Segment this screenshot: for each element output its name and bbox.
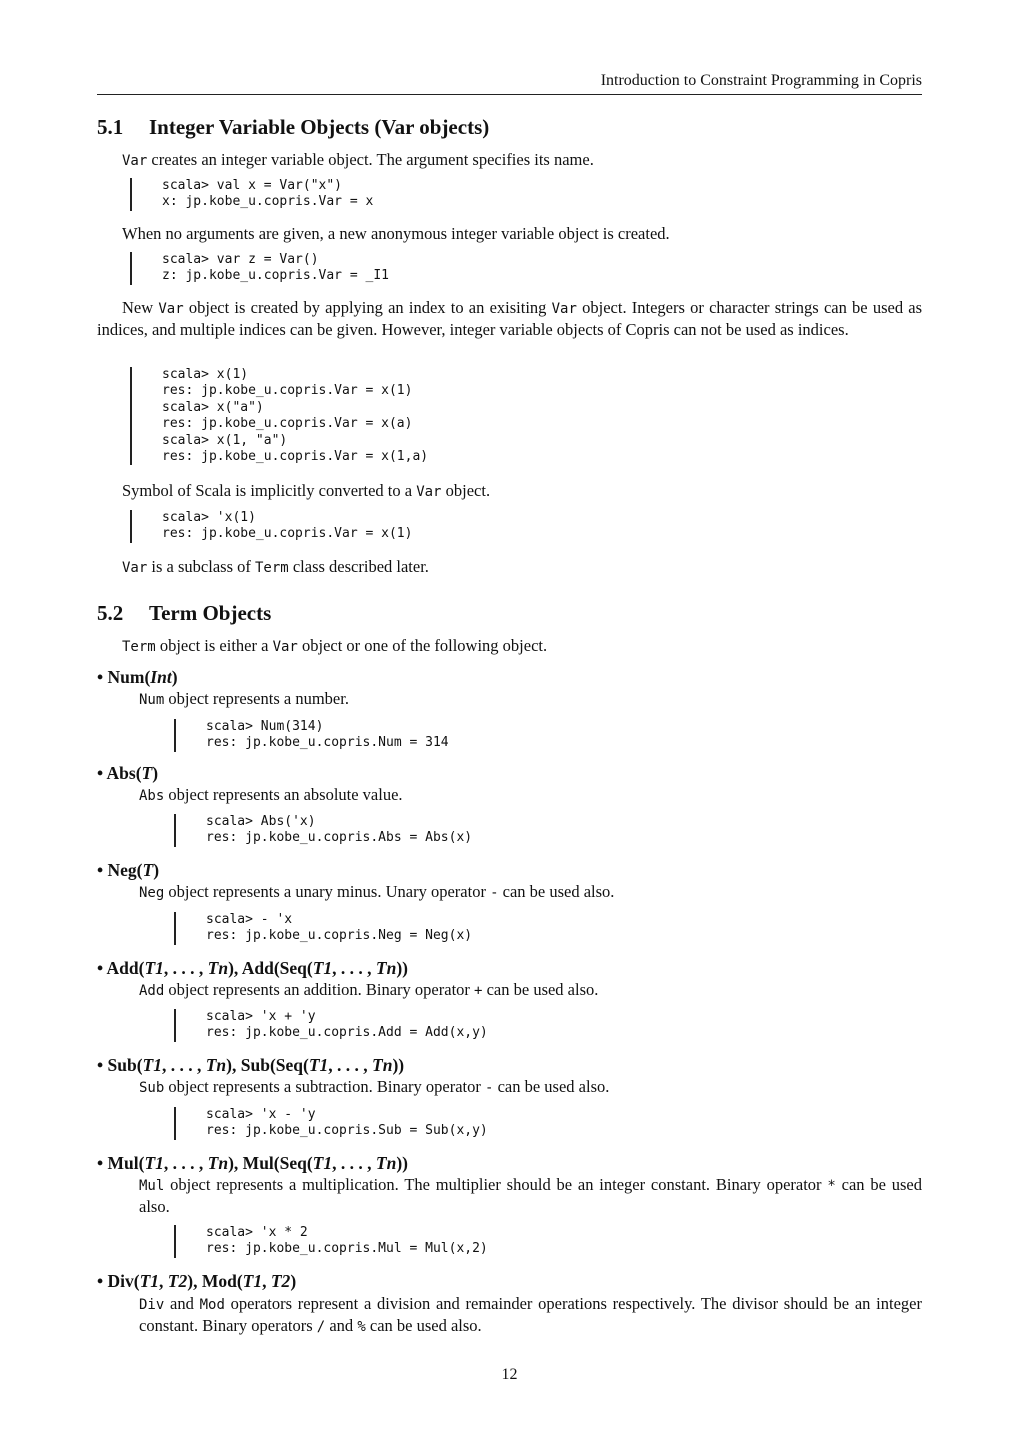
section-title: Integer Variable Objects (Var objects) — [149, 115, 490, 139]
code-block: scala> - 'x res: jp.kobe_u.copris.Neg = Neg(x) — [174, 912, 472, 945]
section-5-2-heading — [97, 601, 271, 626]
list-item-heading: • Abs(T) — [97, 763, 159, 783]
list-item-heading: • Mul(T1, . . . , Tn), Mul(Seq(T1, . . . , Tn)) — [97, 1153, 408, 1173]
list-item-heading: • Sub(T1, . . . , Tn), Sub(Seq(T1, . . . , Tn)) — [97, 1055, 405, 1075]
code-block: scala> 'x(1) res: jp.kobe_u.copris.Var = x(1) — [130, 510, 412, 543]
code-block: scala> x(1) res: jp.kobe_u.copris.Var = x(1) scala> x("a") res: jp.kobe_u.copris.Var = x(a) scala> x(1, "a") res: jp.kobe_u.copris.Var = x(1,a) — [130, 367, 428, 465]
code-block: scala> 'x * 2 res: jp.kobe_u.copris.Mul = Mul(x,2) — [174, 1225, 488, 1258]
paragraph: Var is a subclass of Term class described later. — [122, 557, 429, 576]
paragraph: Term object is either a Var object or one of the following object. — [122, 636, 548, 655]
code-block: scala> 'x + 'y res: jp.kobe_u.copris.Add = Add(x,y) — [174, 1009, 488, 1042]
list-item-description: Mul object represents a multiplication. The multiplier should be an integer constant. Binary operator * can be used also. — [139, 1175, 923, 1216]
list-item-description: Abs object represents an absolute value. — [139, 785, 403, 804]
paragraph: Var creates an integer variable object. The argument specifies its name. — [122, 150, 594, 169]
list-item-description: Num object represents a number. — [139, 689, 349, 708]
page-number: 12 — [501, 1366, 518, 1383]
list-item-description: Div and Mod operators represent a division and remainder operations respectively. The divisor should be an integer constant. Binary operators / and % can be used also. — [139, 1294, 922, 1335]
list-item-description: Neg object represents a unary minus. Unary operator - can be used also. — [139, 882, 615, 901]
section-title: Term Objects — [149, 601, 272, 625]
code-block: scala> var z = Var() z: jp.kobe_u.copris.Var = _I1 — [130, 252, 389, 285]
list-item-heading: • Div(T1, T2), Mod(T1, T2) — [97, 1271, 297, 1291]
running-header: Introduction to Constraint Programming in Copris — [97, 72, 922, 95]
section-5-1-heading — [97, 115, 489, 140]
list-item-heading: • Neg(T) — [97, 860, 160, 880]
code-block: scala> val x = Var("x") x: jp.kobe_u.copris.Var = x — [130, 178, 373, 211]
section-number: 5.2 — [97, 601, 124, 625]
code-block: scala> Num(314) res: jp.kobe_u.copris.Num = 314 — [174, 719, 449, 752]
list-item-description: Add object represents an addition. Binary operator + can be used also. — [139, 980, 599, 999]
paragraph: Symbol of Scala is implicitly converted to a Var object. — [122, 481, 491, 500]
code-block: scala> 'x - 'y res: jp.kobe_u.copris.Sub = Sub(x,y) — [174, 1107, 488, 1140]
code-block: scala> Abs('x) res: jp.kobe_u.copris.Abs = Abs(x) — [174, 814, 472, 847]
section-number: 5.1 — [97, 115, 124, 139]
list-item-heading: • Num(Int) — [97, 667, 178, 687]
paragraph: New Var object is created by applying an index to an exisiting Var object. Integers or character strings can be used as indices, and multiple indices can be given. However, integer variable objects of Copris can not be used as indices. — [97, 298, 923, 339]
list-item-heading: • Add(T1, . . . , Tn), Add(Seq(T1, . . . , Tn)) — [97, 958, 409, 978]
list-item-description: Sub object represents a subtraction. Binary operator - can be used also. — [139, 1077, 610, 1096]
paragraph: When no arguments are given, a new anonymous integer variable object is created. — [122, 224, 670, 243]
